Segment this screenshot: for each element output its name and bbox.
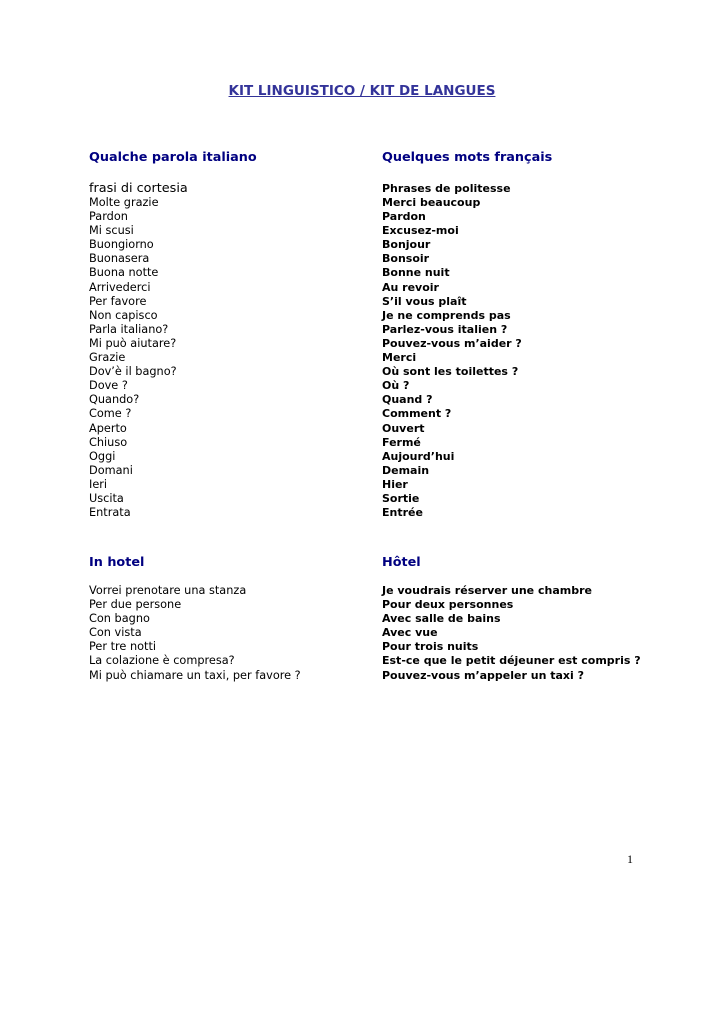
list-item: Buongiorno xyxy=(89,238,154,252)
list-item: Merci xyxy=(382,351,417,365)
list-item: Mi può chiamare un taxi, per favore ? xyxy=(89,668,301,682)
list-item: Où sont les toilettes ? xyxy=(382,365,519,379)
list-item: Pardon xyxy=(382,210,426,224)
list-item: Entrata xyxy=(89,506,131,520)
french-courtesy-list xyxy=(382,196,522,520)
list-item: Bonsoir xyxy=(382,252,430,266)
list-item: S’il vous plaît xyxy=(382,294,467,308)
list-item: Mi scusi xyxy=(89,224,134,238)
list-item: Uscita xyxy=(89,491,124,505)
list-item: Pardon xyxy=(89,210,128,224)
list-item: Excusez-moi xyxy=(382,224,459,238)
list-item: Sortie xyxy=(382,491,420,505)
italian-hotel-heading: In hotel xyxy=(89,555,145,570)
list-item: Per due persone xyxy=(89,598,182,612)
list-item: Comment ? xyxy=(382,407,452,421)
french-courtesy-heading: Phrases de politesse xyxy=(382,182,511,195)
italian-heading: Qualche parola italiano xyxy=(89,150,257,165)
list-item: Ieri xyxy=(89,477,108,491)
french-hotel-heading: Hôtel xyxy=(382,555,421,570)
list-item: Hier xyxy=(382,477,408,491)
list-item: Bonne nuit xyxy=(382,266,450,280)
list-item: Ouvert xyxy=(382,421,425,435)
list-item: Bonjour xyxy=(382,238,431,252)
list-item: Vorrei prenotare una stanza xyxy=(89,584,247,597)
list-item: Domani xyxy=(89,463,133,477)
italian-hotel-list xyxy=(89,584,301,683)
list-item: Quand ? xyxy=(382,393,433,407)
list-item: Buona notte xyxy=(89,266,159,280)
list-item: Dov’è il bagno? xyxy=(89,365,177,379)
french-heading: Quelques mots français xyxy=(382,150,553,165)
list-item: Pour trois nuits xyxy=(382,640,479,654)
list-item: Parlez-vous italien ? xyxy=(382,322,508,336)
list-item: Parla italiano? xyxy=(89,322,169,336)
italian-courtesy-list xyxy=(89,196,177,520)
list-item: Est-ce que le petit déjeuner est compris ? xyxy=(382,654,641,668)
list-item: Avec salle de bains xyxy=(382,612,501,626)
list-item: Demain xyxy=(382,463,430,477)
list-item: Grazie xyxy=(89,351,126,365)
list-item: Aperto xyxy=(89,421,127,435)
list-item: Molte grazie xyxy=(89,196,159,209)
list-item: Pouvez-vous m’aider ? xyxy=(382,336,522,350)
list-item: Quando? xyxy=(89,393,140,407)
list-item: Dove ? xyxy=(89,379,128,393)
list-item: Je voudrais réserver une chambre xyxy=(382,584,592,597)
list-item: Arrivederci xyxy=(89,280,151,294)
list-item: Mi può aiutare? xyxy=(89,336,177,350)
french-hotel-list xyxy=(382,584,641,683)
page-number: 1 xyxy=(627,852,633,866)
list-item: Oggi xyxy=(89,449,116,463)
list-item: La colazione è compresa? xyxy=(89,654,235,668)
list-item: Pour deux personnes xyxy=(382,598,514,612)
list-item: Non capisco xyxy=(89,308,158,322)
list-item: Pouvez-vous m’appeler un taxi ? xyxy=(382,668,584,682)
list-item: Come ? xyxy=(89,407,132,421)
list-item: Per tre notti xyxy=(89,640,157,654)
list-item: Au revoir xyxy=(382,280,439,294)
italian-courtesy-heading: frasi di cortesia xyxy=(89,181,188,196)
list-item: Merci beaucoup xyxy=(382,196,481,209)
list-item: Con bagno xyxy=(89,612,150,626)
list-item: Entrée xyxy=(382,506,423,520)
list-item: Buonasera xyxy=(89,252,150,266)
list-item: Aujourd’hui xyxy=(382,449,455,463)
list-item: Con vista xyxy=(89,626,142,640)
list-item: Chiuso xyxy=(89,435,128,449)
list-item: Je ne comprends pas xyxy=(382,308,511,322)
list-item: Per favore xyxy=(89,294,147,308)
list-item: Où ? xyxy=(382,379,410,393)
list-item: Fermé xyxy=(382,435,421,449)
page-title: KIT LINGUISTICO / KIT DE LANGUES xyxy=(228,83,496,99)
list-item: Avec vue xyxy=(382,626,438,640)
